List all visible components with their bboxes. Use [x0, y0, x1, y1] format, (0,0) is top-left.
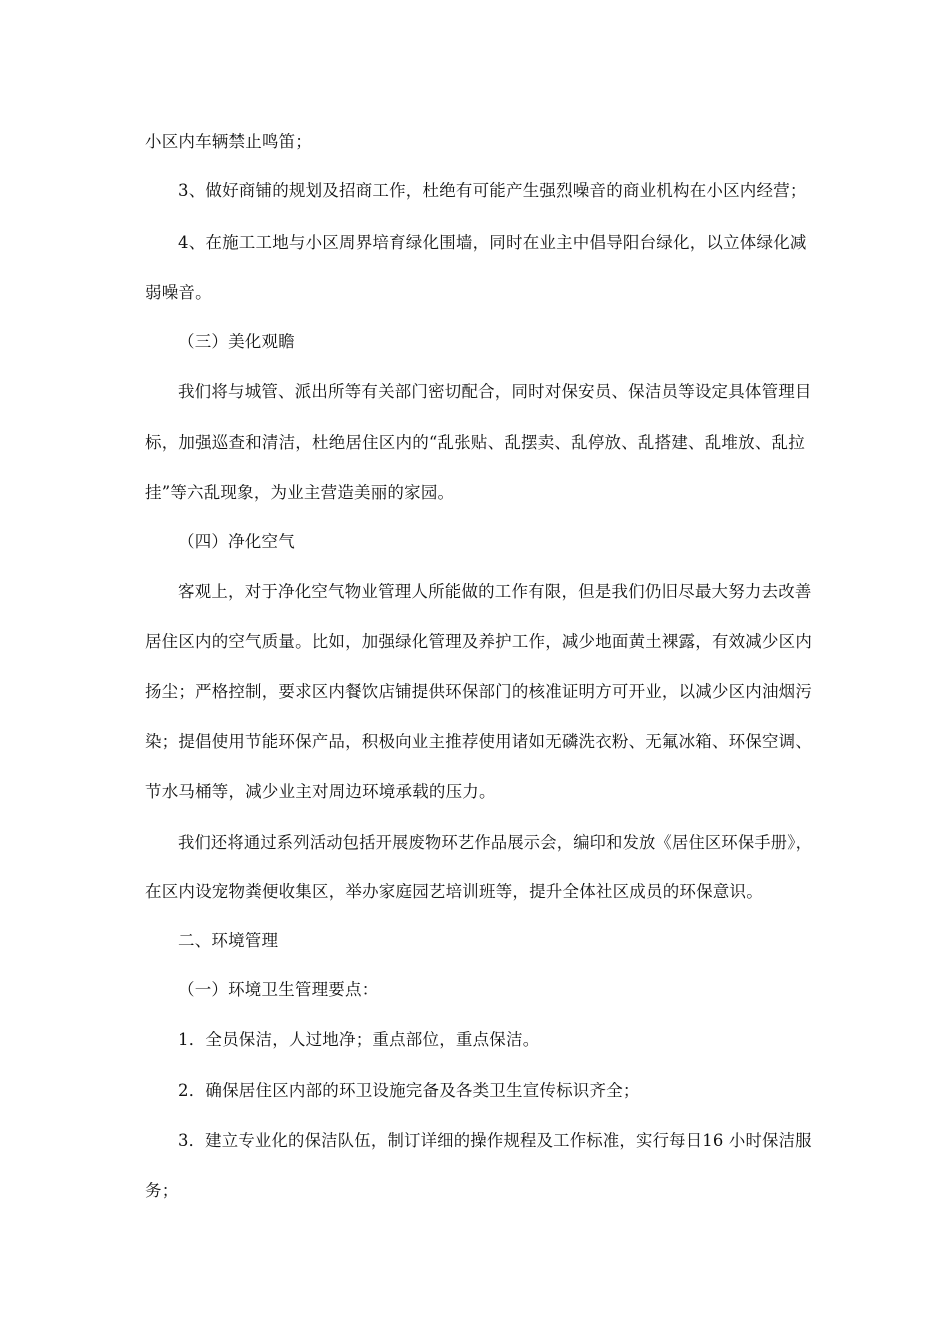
section-heading: （四）净化空气 [178, 532, 295, 551]
text-line: 扬尘；严格控制，要求区内餐饮店铺提供环保部门的核准证明方可开业，以减少区内油烟污 [145, 682, 812, 701]
text-line: 我们还将通过系列活动包括开展废物环艺作品展示会，编印和发放《居住区环保手册》， [178, 833, 813, 852]
text-line: 节水马桶等，减少业主对周边环境承载的压力。 [145, 782, 496, 801]
text-line: 弱噪音。 [145, 283, 212, 302]
section-heading: （三）美化观瞻 [178, 332, 295, 351]
text-line: 4、在施工工地与小区周界培育绿化围墙，同时在业主中倡导阳台绿化，以立体绿化减 [178, 233, 807, 252]
list-item: 1．全员保洁，人过地净；重点部位，重点保洁。 [178, 1030, 540, 1049]
text-line: 在区内设宠物粪便收集区，举办家庭园艺培训班等，提升全体社区成员的环保意识。 [145, 882, 763, 901]
text-line: 我们将与城管、派出所等有关部门密切配合，同时对保安员、保洁员等设定具体管理目 [178, 382, 812, 401]
section-heading: （一）环境卫生管理要点： [178, 980, 379, 999]
list-item: 2．确保居住区内部的环卫设施完备及各类卫生宣传标识齐全； [178, 1081, 640, 1100]
text-line: 挂”等六乱现象，为业主营造美丽的家园。 [145, 483, 455, 502]
text-line: 染；提倡使用节能环保产品，积极向业主推荐使用诸如无磷洗衣粉、无氟冰箱、环保空调、 [145, 732, 812, 751]
text-line: 居住区内的空气质量。比如，加强绿化管理及养护工作，减少地面黄土裸露，有效减少区内 [145, 632, 812, 651]
text-line: 务； [145, 1181, 179, 1200]
section-heading: 二、环境管理 [178, 931, 279, 950]
text-line: 标，加强巡查和清洁，杜绝居住区内的“乱张贴、乱摆卖、乱停放、乱搭建、乱堆放、乱拉 [145, 433, 805, 452]
text-line: 小区内车辆禁止鸣笛； [145, 132, 312, 151]
list-item: 3．建立专业化的保洁队伍，制订详细的操作规程及工作标准，实行每日16 小时保洁服 [178, 1131, 812, 1150]
text-line: 3、做好商铺的规划及招商工作，杜绝有可能产生强烈噪音的商业机构在小区内经营； [178, 181, 807, 200]
text-line: 客观上，对于净化空气物业管理人所能做的工作有限，但是我们仍旧尽最大努力去改善 [178, 582, 812, 601]
